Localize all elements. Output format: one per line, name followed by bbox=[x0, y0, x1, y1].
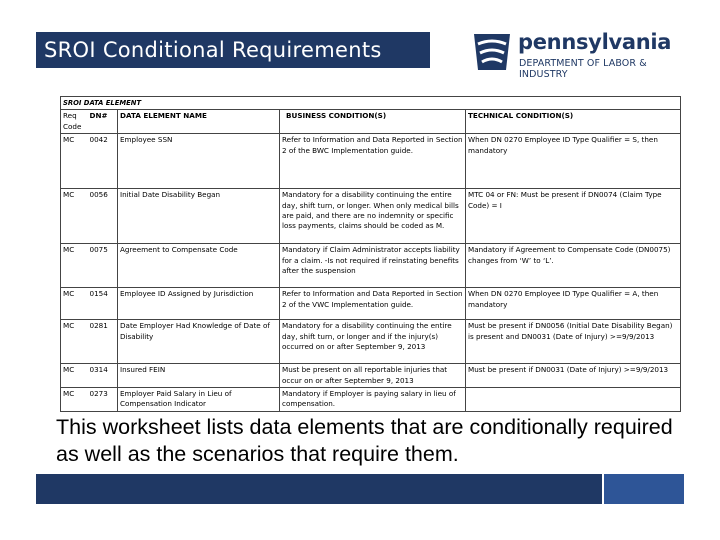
cell-element-name: Agreement to Compensate Code bbox=[118, 244, 280, 288]
cell-technical-condition: MTC 04 or FN: Must be present if DN0074 (Claim Type Code) = I bbox=[466, 189, 681, 244]
footer-bar bbox=[36, 474, 602, 504]
cell-technical-condition: Must be present if DN0056 (Initial Date Disability Began) is present and DN0031 (Date of Injury) >=9/9/2013 bbox=[466, 320, 681, 364]
cell-business-condition: Refer to Information and Data Reported in Section 2 of the BWC Implementation guide. bbox=[280, 134, 466, 189]
cell-technical-condition: Mandatory if Agreement to Compensate Code (DN0075) changes from ‘W’ to ‘L’. bbox=[466, 244, 681, 288]
table-row bbox=[61, 388, 681, 412]
cell-element-name: Date Employer Had Knowledge of Date of Disability bbox=[118, 320, 280, 364]
table-section-title: SROI DATA ELEMENT bbox=[61, 97, 681, 110]
cell-req-code: MC bbox=[61, 364, 88, 388]
col-header-dn: DN# bbox=[88, 110, 118, 134]
cell-element-name: Initial Date Disability Began bbox=[118, 189, 280, 244]
cell-dn: 0273 bbox=[88, 388, 118, 412]
cell-dn: 0281 bbox=[88, 320, 118, 364]
sroi-requirements-table bbox=[60, 96, 681, 412]
cell-req-code: MC bbox=[61, 388, 88, 412]
cell-dn: 0075 bbox=[88, 244, 118, 288]
col-header-business-condition: BUSINESS CONDITION(S) bbox=[280, 110, 466, 134]
slide-title: SROI Conditional Requirements bbox=[36, 32, 430, 68]
cell-element-name: Employee SSN bbox=[118, 134, 280, 189]
cell-technical-condition: When DN 0270 Employee ID Type Qualifier = A, then mandatory bbox=[466, 288, 681, 320]
cell-req-code: MC bbox=[61, 244, 88, 288]
col-header-req-code: Req Code bbox=[61, 110, 88, 134]
table-row bbox=[61, 320, 681, 364]
table-row bbox=[61, 189, 681, 244]
logo-department: DEPARTMENT OF LABOR & INDUSTRY bbox=[519, 58, 647, 80]
table-row bbox=[61, 288, 681, 320]
cell-dn: 0314 bbox=[88, 364, 118, 388]
cell-business-condition: Must be present on all reportable injuries that occur on or after September 9, 2013 bbox=[280, 364, 466, 388]
cell-req-code: MC bbox=[61, 288, 88, 320]
cell-technical-condition: When DN 0270 Employee ID Type Qualifier = S, then mandatory bbox=[466, 134, 681, 189]
cell-business-condition: Mandatory for a disability continuing the entire day, shift turn, or longer and if the injury(s) occurred on or after September 9, 2013 bbox=[280, 320, 466, 364]
footer-accent bbox=[604, 474, 684, 504]
table-row bbox=[61, 134, 681, 189]
table-header-row bbox=[61, 110, 681, 134]
cell-dn: 0056 bbox=[88, 189, 118, 244]
cell-req-code: MC bbox=[61, 320, 88, 364]
pennsylvania-logo bbox=[470, 28, 690, 78]
cell-element-name: Employer Paid Salary in Lieu of Compensation Indicator bbox=[118, 388, 280, 412]
table-row bbox=[61, 364, 681, 388]
cell-business-condition: Mandatory if Claim Administrator accepts liability for a claim. -Is not required if reinstating benefits after the suspension bbox=[280, 244, 466, 288]
cell-business-condition: Mandatory for a disability continuing the entire day, shift turn, or longer. When only medical bills are paid, and there are no indemnity or specific loss payments, claims should be coded as M. bbox=[280, 189, 466, 244]
cell-dn: 0154 bbox=[88, 288, 118, 320]
col-header-element-name: DATA ELEMENT NAME bbox=[118, 110, 280, 134]
keystone-icon bbox=[470, 30, 514, 74]
cell-dn: 0042 bbox=[88, 134, 118, 189]
cell-technical-condition bbox=[466, 388, 681, 412]
col-header-technical-condition: TECHNICAL CONDITION(S) bbox=[466, 110, 681, 134]
cell-element-name: Employee ID Assigned by Jurisdiction bbox=[118, 288, 280, 320]
table-row bbox=[61, 244, 681, 288]
logo-wordmark: pennsylvania bbox=[518, 30, 672, 54]
cell-business-condition: Mandatory if Employer is paying salary in lieu of compensation. bbox=[280, 388, 466, 412]
cell-req-code: MC bbox=[61, 134, 88, 189]
cell-business-condition: Refer to Information and Data Reported in Section 2 of the VWC Implementation guide. bbox=[280, 288, 466, 320]
cell-technical-condition: Must be present if DN0031 (Date of Injury) >=9/9/2013 bbox=[466, 364, 681, 388]
slide-caption: This worksheet lists data elements that are conditionally required as well as the scenarios that require them. bbox=[56, 415, 673, 466]
cell-element-name: Insured FEIN bbox=[118, 364, 280, 388]
cell-req-code: MC bbox=[61, 189, 88, 244]
